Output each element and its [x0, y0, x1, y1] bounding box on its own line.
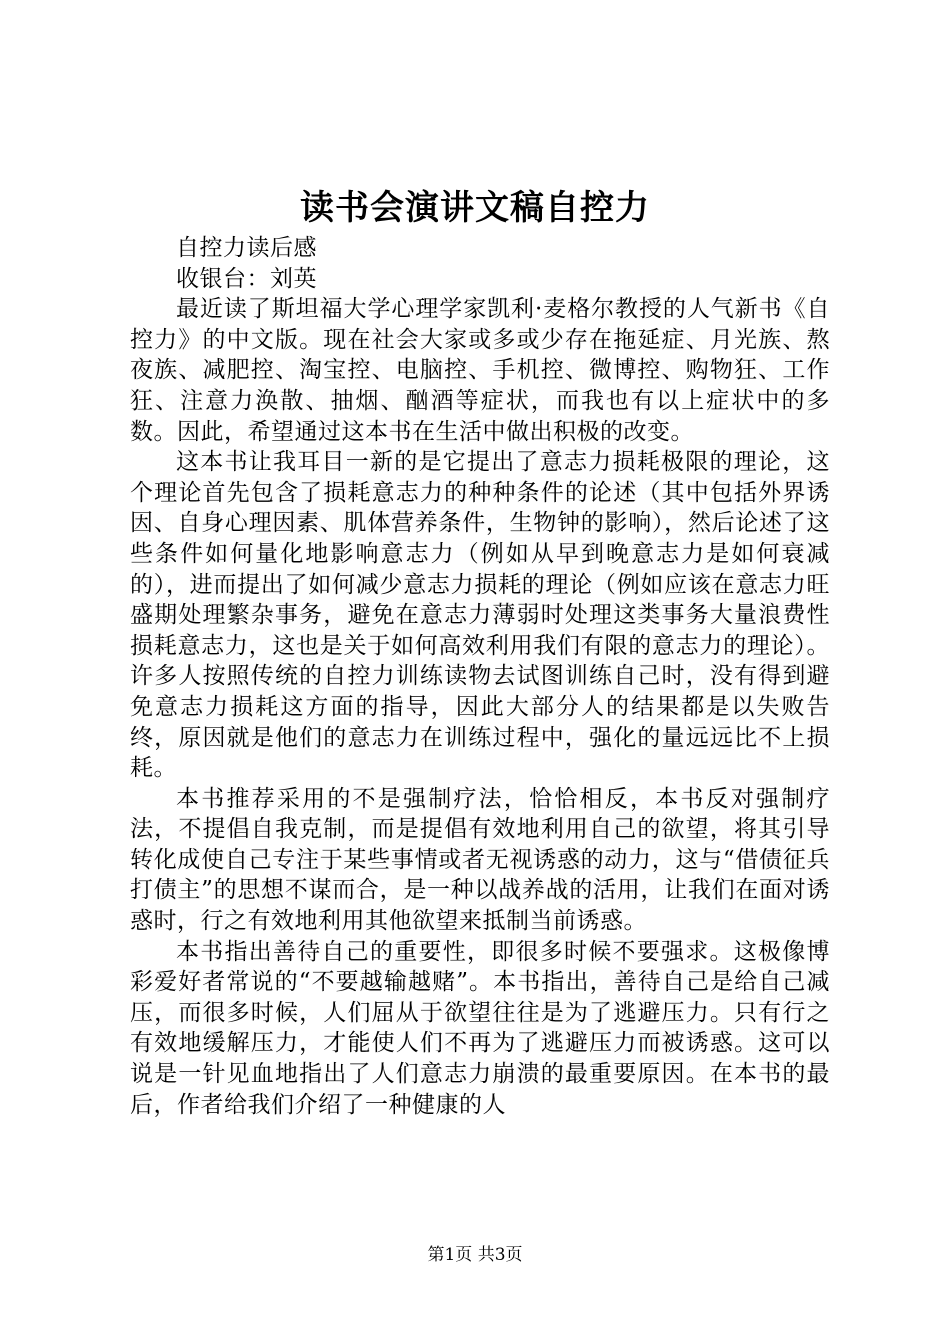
body-paragraph: 本书推荐采用的不是强制疗法，恰恰相反，本书反对强制疗法，不提倡自我克制，而是提倡有效地利用自己的欲望，将其引导转化成使自己专注于某些事情或者无视诱惑的动力，这与“借债征兵打债主”的思想不谋而合，是一种以战养战的活用，让我们在面对诱惑时，行之有效地利用其他欲望来抵制当前诱惑。 — [130, 785, 830, 935]
document-body — [130, 233, 830, 1120]
body-paragraph: 这本书让我耳目一新的是它提出了意志力损耗极限的理论，这个理论首先包含了损耗意志力的种种条件的论述（其中包括外界诱因、自身心理因素、肌体营养条件，生物钟的影响），然后论述了这些条件如何量化地影响意志力（例如从早到晚意志力是如何衰减的），进而提出了如何减少意志力损耗的理论（例如应该在意志力旺盛期处理繁杂事务，避免在意志力薄弱时处理这类事务大量浪费性损耗意志力，这也是关于如何高效利用我们有限的意志力的理论）。许多人按照传统的自控力训练读物去试图训练自己时，没有得到避免意志力损耗这方面的指导，因此大部分人的结果都是以失败告终，原因就是他们的意志力在训练过程中，强化的量远远比不上损耗。 — [130, 449, 830, 782]
author-paragraph: 收银台：刘英 — [176, 265, 317, 292]
body-paragraph: 最近读了斯坦福大学心理学家凯利·麦格尔教授的人气新书《自控力》的中文版。现在社会大家或多或少存在拖延症、月光族、熬夜族、减肥控、淘宝控、电脑控、手机控、微博控、购物狂、工作狂、注意力涣散、抽烟、酗酒等症状，而我也有以上症状中的多数。因此，希望通过这本书在生活中做出积极的改变。 — [130, 296, 830, 445]
page-number-footer: 第1页 共3页 — [427, 1245, 523, 1265]
subtitle-paragraph: 自控力读后感 — [176, 235, 317, 261]
body-paragraph: 本书指出善待自己的重要性，即很多时候不要强求。这极像博彩爱好者常说的“不要越输越赌”。本书指出，善待自己是给自己减压，而很多时候，人们屈从于欲望往往是为了逃避压力。只有行之有效地缓解压力，才能使人们不再为了逃避压力而被诱惑。这可以说是一针见血地指出了人们意志力崩溃的最重要原因。在本书的最后，作者给我们介绍了一种健康的人 — [130, 938, 830, 1118]
document-title: 读书会演讲文稿自控力 — [300, 188, 650, 228]
